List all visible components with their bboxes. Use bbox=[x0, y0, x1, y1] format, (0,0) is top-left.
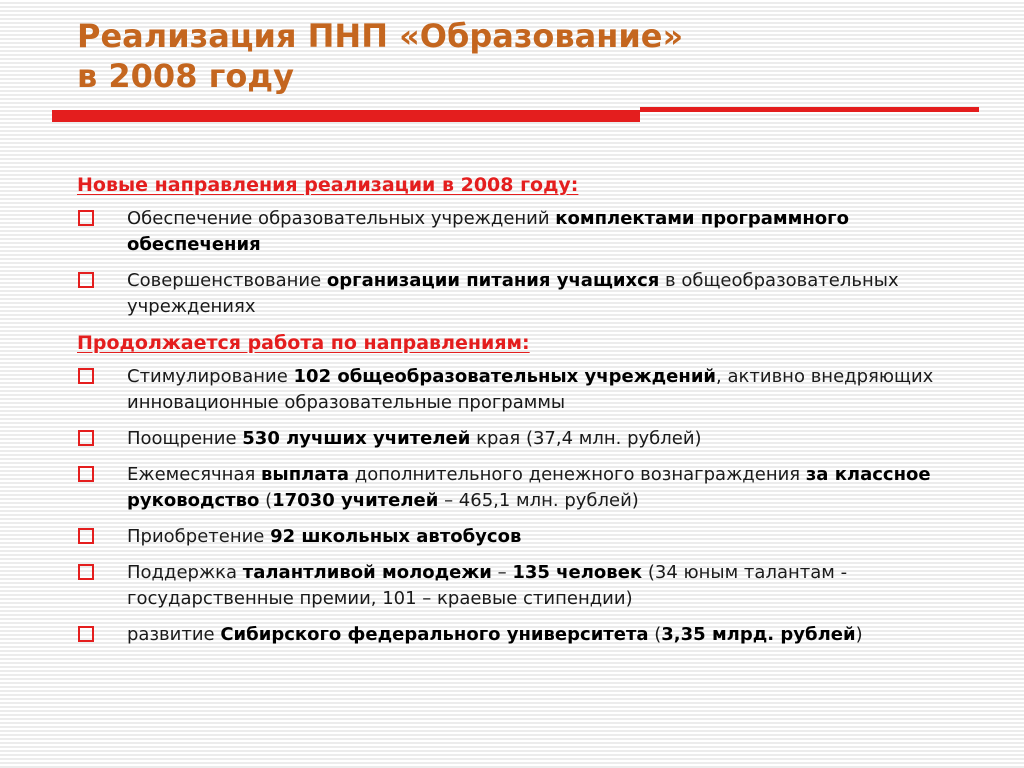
new-directions-list bbox=[77, 206, 977, 320]
list-item bbox=[77, 206, 977, 258]
item-text: Приобретение bbox=[127, 526, 271, 547]
item-text: Стимулирование bbox=[127, 366, 294, 387]
title-divider-thick bbox=[52, 110, 640, 122]
item-text: Поощрение bbox=[127, 428, 243, 449]
item-emphasis: талантливой молодежи bbox=[242, 562, 492, 583]
ongoing-work-list bbox=[77, 364, 977, 648]
slide-body bbox=[77, 172, 977, 658]
item-text: в общеобразовательных учреждениях bbox=[127, 270, 899, 317]
list-item bbox=[77, 364, 977, 416]
list-item bbox=[77, 524, 977, 550]
item-text: Ежемесячная bbox=[127, 464, 262, 485]
item-emphasis: 530 лучших учителей bbox=[242, 428, 471, 449]
item-emphasis: 102 общеобразовательных учреждений bbox=[293, 366, 717, 387]
list-item bbox=[77, 462, 977, 514]
slide-title-line-2: в 2008 году bbox=[77, 57, 294, 95]
item-text: ( bbox=[648, 624, 662, 645]
item-emphasis: за классное руководство bbox=[127, 464, 931, 511]
item-emphasis: 3,35 млрд. рублей bbox=[661, 624, 856, 645]
list-item bbox=[77, 426, 977, 452]
square-bullet-icon bbox=[78, 564, 94, 580]
item-text: края (37,4 млн. рублей) bbox=[470, 428, 702, 449]
item-text: Совершенствование bbox=[127, 270, 327, 291]
square-bullet-icon bbox=[78, 430, 94, 446]
section-heading-ongoing-work: Продолжается работа по направлениям: bbox=[77, 332, 530, 354]
item-emphasis: 92 школьных автобусов bbox=[270, 526, 522, 547]
item-text: – bbox=[491, 562, 513, 583]
item-emphasis: 135 человек bbox=[512, 562, 643, 583]
item-emphasis: выплата bbox=[261, 464, 350, 485]
slide-title bbox=[77, 16, 977, 96]
list-item bbox=[77, 622, 977, 648]
item-text: развитие bbox=[127, 624, 221, 645]
slide-title-line-1: Реализация ПНП «Образование» bbox=[77, 17, 684, 55]
section-heading-new-directions: Новые направления реализации в 2008 году: bbox=[77, 174, 579, 196]
item-emphasis: комплектами программного обеспечения bbox=[127, 208, 849, 255]
square-bullet-icon bbox=[78, 528, 94, 544]
list-item bbox=[77, 560, 977, 612]
item-text: – 465,1 млн. рублей) bbox=[438, 490, 639, 511]
list-item bbox=[77, 268, 977, 320]
item-text: Поддержка bbox=[127, 562, 243, 583]
square-bullet-icon bbox=[78, 466, 94, 482]
square-bullet-icon bbox=[78, 626, 94, 642]
title-divider-thin bbox=[640, 107, 979, 112]
item-emphasis: Сибирского федерального университета bbox=[220, 624, 649, 645]
square-bullet-icon bbox=[78, 210, 94, 226]
item-text: ( bbox=[259, 490, 273, 511]
square-bullet-icon bbox=[78, 272, 94, 288]
square-bullet-icon bbox=[78, 368, 94, 384]
item-text: дополнительного денежного вознаграждения bbox=[349, 464, 806, 485]
item-text: ) bbox=[855, 624, 863, 645]
item-text: (34 юным талантам - государственные премии, 101 – краевые стипендии) bbox=[127, 562, 848, 609]
item-emphasis: 17030 учителей bbox=[272, 490, 439, 511]
item-emphasis: организации питания учащихся bbox=[326, 270, 660, 291]
item-text: , активно внедряющих инновационные образовательные программы bbox=[127, 366, 934, 413]
item-text: Обеспечение образовательных учреждений bbox=[127, 208, 556, 229]
